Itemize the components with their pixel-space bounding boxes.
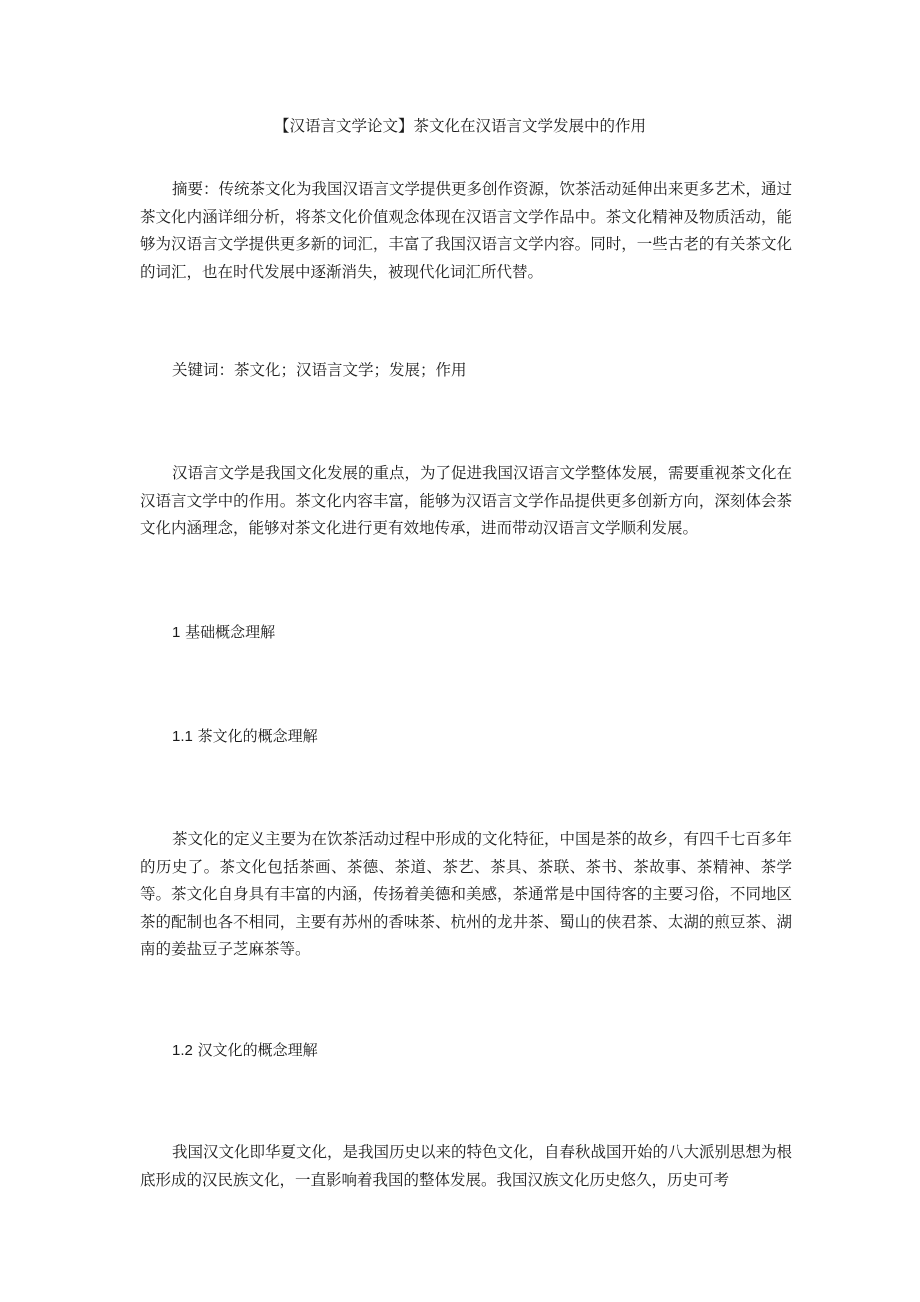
subsection-heading — [172, 1038, 318, 1063]
subsection-heading — [172, 724, 318, 749]
subsection-title: 茶文化的概念理解 — [197, 727, 318, 745]
han-culture-paragraph: 我国汉文化即华夏文化，是我国历史以来的特色文化，自春秋战国开始的八大派别思想为根底形成的汉民族文化，一直影响着我国的整体发展。我国汉族文化历史悠久，历史可考 — [140, 1143, 793, 1189]
subsection-title: 汉文化的概念理解 — [197, 1041, 318, 1059]
tea-culture-paragraph: 茶文化的定义主要为在饮茶活动过程中形成的文化特征，中国是茶的故乡，有四千七百多年的历史了。茶文化包括茶画、茶德、茶道、茶艺、茶具、茶联、茶书、茶故事、茶精神、茶学等。茶文化自身具有丰富的内涵，传扬着美德和美感，茶通常是中国待客的主要习俗，不同地区茶的配制也各不相同，主要有苏州的香味茶、杭州的龙井茶、蜀山的侠君茶、太湖的煎豆茶、湖南的姜盐豆子芝麻茶等。 — [140, 830, 793, 958]
subsection-number: 1.2 — [172, 1042, 193, 1059]
keywords-paragraph: 关键词：茶文化；汉语言文学；发展；作用 — [172, 361, 467, 379]
section-heading — [172, 620, 275, 645]
document-title: 【汉语言文学论文】茶文化在汉语言文学发展中的作用 — [273, 117, 646, 135]
section-title: 基础概念理解 — [185, 623, 276, 641]
section-number: 1 — [172, 624, 181, 641]
abstract-paragraph: 摘要：传统茶文化为我国汉语言文学提供更多创作资源，饮茶活动延伸出来更多艺术，通过茶文化内涵详细分析，将茶文化价值观念体现在汉语言文学作品中。茶文化精神及物质活动，能够为汉语言文学提供更多新的词汇，丰富了我国汉语言文学内容。同时，一些古老的有关茶文化的词汇，也在时代发展中逐渐消失，被现代化词汇所代替。 — [140, 180, 793, 281]
intro-paragraph: 汉语言文学是我国文化发展的重点，为了促进我国汉语言文学整体发展，需要重视茶文化在汉语言文学中的作用。茶文化内容丰富，能够为汉语言文学作品提供更多创新方向，深刻体会茶文化内涵理念，能够对茶文化进行更有效地传承，进而带动汉语言文学顺利发展。 — [140, 464, 793, 537]
subsection-number: 1.1 — [172, 728, 193, 745]
